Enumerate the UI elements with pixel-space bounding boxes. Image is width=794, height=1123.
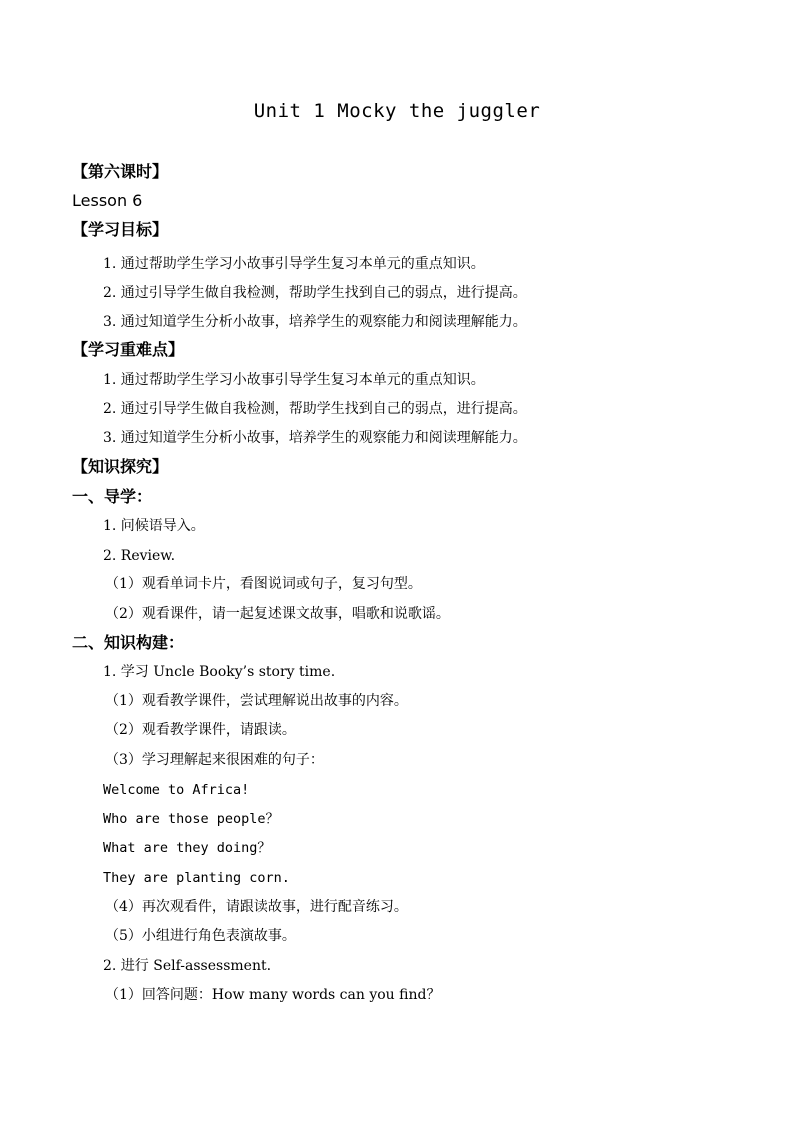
- text-line: （1）观看单词卡片，看图说词或句子，复习句型。: [105, 576, 422, 592]
- text-line: 3. 通过知道学生分析小故事，培养学生的观察能力和阅读理解能力。: [103, 430, 527, 446]
- text-line: （2）观看课件，请一起复述课文故事，唱歌和说歌谣。: [105, 606, 450, 622]
- example-sentence: What are they doing？: [103, 840, 271, 856]
- section-heading: 【知识探究】: [72, 457, 169, 476]
- text-line: 1. 通过帮助学生学习小故事引导学生复习本单元的重点知识。: [103, 256, 485, 272]
- text-line: 3. 通过知道学生分析小故事，培养学生的观察能力和阅读理解能力。: [103, 314, 527, 330]
- section-heading: 【第六课时】: [72, 162, 169, 181]
- section-heading: 【学习重难点】: [72, 340, 185, 359]
- text-line: （1）观看教学课件，尝试理解说出故事的内容。: [105, 693, 408, 709]
- text-line: （5）小组进行角色表演故事。: [105, 928, 296, 944]
- text-line: 2. 通过引导学生做自我检测，帮助学生找到自己的弱点，进行提高。: [103, 285, 527, 301]
- text-line: Lesson 6: [72, 191, 143, 210]
- text-line: 1. 通过帮助学生学习小故事引导学生复习本单元的重点知识。: [103, 372, 485, 388]
- section-heading: 【学习目标】: [72, 220, 169, 239]
- example-sentence: They are planting corn.: [103, 870, 290, 886]
- section-heading: 二、知识构建：: [72, 633, 185, 652]
- text-line: 1. 问候语导入。: [103, 518, 205, 534]
- section-heading: 一、导学：: [72, 487, 153, 506]
- example-sentence: Who are those people？: [103, 811, 280, 827]
- text-line: 2. 通过引导学生做自我检测，帮助学生找到自己的弱点，进行提高。: [103, 401, 527, 417]
- text-line: 1. 学习 Uncle Booky’s story time.: [103, 664, 336, 680]
- example-sentence: Welcome to Africa!: [103, 782, 250, 798]
- text-line: （2）观看教学课件，请跟读。: [105, 722, 296, 738]
- text-line: 2. 进行 Self-assessment.: [103, 958, 272, 974]
- text-line: （4）再次观看件，请跟读故事，进行配音练习。: [105, 899, 408, 915]
- document-title: Unit 1 Mocky the juggler: [253, 100, 541, 122]
- text-line: 2. Review.: [103, 548, 176, 564]
- text-line: （3）学习理解起来很困难的句子：: [105, 752, 324, 768]
- text-line: （1）回答问题：How many words can you find？: [105, 987, 441, 1003]
